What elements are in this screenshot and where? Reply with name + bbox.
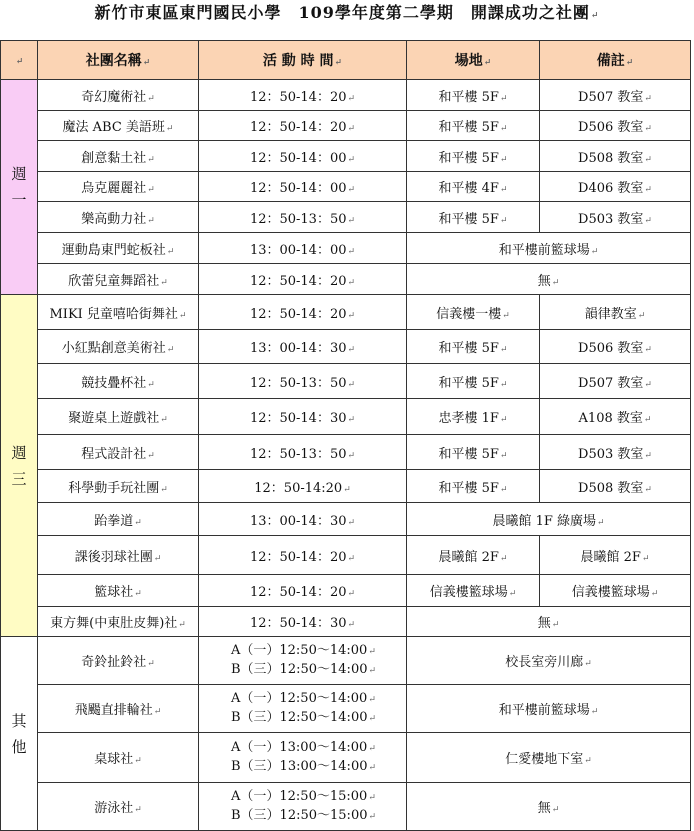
table-row bbox=[1, 141, 691, 172]
table-row bbox=[1, 503, 691, 536]
table-header-row bbox=[1, 41, 691, 80]
table-row bbox=[1, 435, 691, 470]
header-club-name: 社團名稱 ↵ bbox=[38, 41, 199, 80]
club-name: 競技疊杯社 ↵ bbox=[38, 364, 199, 399]
table-row bbox=[1, 80, 691, 111]
club-name: 奇鈴扯鈴社 ↵ bbox=[38, 637, 199, 685]
group-label-wednesday: 週 三 bbox=[1, 295, 38, 637]
club-venue: 和平樓 5F ↵ bbox=[407, 80, 540, 111]
club-venue: 和平樓前籃球場 ↵ bbox=[407, 685, 691, 733]
table-row bbox=[1, 264, 691, 295]
club-venue: 無 ↵ bbox=[407, 783, 691, 831]
club-venue: 信義樓一樓 ↵ bbox=[407, 295, 540, 330]
club-time: 12：50-14：30 ↵ bbox=[199, 399, 407, 435]
club-name: 運動島東門蛇板社 ↵ bbox=[38, 233, 199, 264]
club-venue: 仁愛樓地下室 ↵ bbox=[407, 733, 691, 783]
club-time: 12：50-14：20 ↵ bbox=[199, 80, 407, 111]
table-row bbox=[1, 295, 691, 330]
club-time: 12：50-14：20 ↵ bbox=[199, 111, 407, 141]
club-time: 12：50-14：00 ↵ bbox=[199, 141, 407, 172]
header-note: 備註 ↵ bbox=[540, 41, 691, 80]
club-time: A（一）12:50～15:00 ↵ B（三）12:50～15:00 ↵ bbox=[199, 783, 407, 831]
table-row bbox=[1, 536, 691, 575]
club-name: 欣蕾兒童舞蹈社 ↵ bbox=[38, 264, 199, 295]
table-row bbox=[1, 364, 691, 399]
club-note: D507 教室 ↵ bbox=[540, 80, 691, 111]
club-name: 游泳社 ↵ bbox=[38, 783, 199, 831]
club-time: A（一）12:50～14:00 ↵ B（三）12:50～14:00 ↵ bbox=[199, 637, 407, 685]
club-note: A108 教室 ↵ bbox=[540, 399, 691, 435]
club-venue: 和平樓 5F ↵ bbox=[407, 141, 540, 172]
header-blank bbox=[1, 41, 38, 80]
table-row bbox=[1, 111, 691, 141]
club-venue: 和平樓 5F ↵ bbox=[407, 364, 540, 399]
club-note: 晨曦館 2F ↵ bbox=[540, 536, 691, 575]
club-venue: 晨曦館 1F 綠廣場 ↵ bbox=[407, 503, 691, 536]
group-label-other: 其 他 bbox=[1, 637, 38, 831]
club-venue: 和平樓 5F ↵ bbox=[407, 330, 540, 364]
club-venue: 信義樓籃球場 ↵ bbox=[407, 575, 540, 607]
club-time: 12：50-14：30 ↵ bbox=[199, 607, 407, 637]
club-note: D506 教室 ↵ bbox=[540, 111, 691, 141]
club-note: 韻律教室 ↵ bbox=[540, 295, 691, 330]
header-venue: 場地 ↵ bbox=[407, 41, 540, 80]
club-note: D503 教室 ↵ bbox=[540, 202, 691, 233]
club-venue: 和平樓前籃球場 ↵ bbox=[407, 233, 691, 264]
club-time: 12：50-14：20 ↵ bbox=[199, 264, 407, 295]
table-row bbox=[1, 685, 691, 733]
club-time: 12：50-13：50 ↵ bbox=[199, 202, 407, 233]
club-time: 12：50-14：20 ↵ bbox=[199, 536, 407, 575]
club-note: D507 教室 ↵ bbox=[540, 364, 691, 399]
club-note: D508 教室 ↵ bbox=[540, 470, 691, 503]
table-row bbox=[1, 470, 691, 503]
table-row bbox=[1, 233, 691, 264]
club-time: 12：50-13：50 ↵ bbox=[199, 364, 407, 399]
table-row bbox=[1, 330, 691, 364]
club-name: 小紅點創意美術社 ↵ bbox=[38, 330, 199, 364]
club-time: 12：50-13：50 ↵ bbox=[199, 435, 407, 470]
club-venue: 和平樓 5F ↵ bbox=[407, 202, 540, 233]
club-time: 12：50-14：20 ↵ bbox=[199, 295, 407, 330]
club-note: D503 教室 ↵ bbox=[540, 435, 691, 470]
club-note: D508 教室 ↵ bbox=[540, 141, 691, 172]
club-venue: 和平樓 4F ↵ bbox=[407, 172, 540, 202]
club-time: 13：00-14：30 ↵ bbox=[199, 503, 407, 536]
table-row bbox=[1, 607, 691, 637]
club-name: 聚遊桌上遊戲社 ↵ bbox=[38, 399, 199, 435]
club-venue: 校長室旁川廊 ↵ bbox=[407, 637, 691, 685]
table-row bbox=[1, 637, 691, 685]
club-name: 程式設計社 ↵ bbox=[38, 435, 199, 470]
club-name: 桌球社 ↵ bbox=[38, 733, 199, 783]
club-time: 12：50-14：00 ↵ bbox=[199, 172, 407, 202]
club-name: 創意黏土社 ↵ bbox=[38, 141, 199, 172]
club-name: 東方舞(中東肚皮舞)社 ↵ bbox=[38, 607, 199, 637]
club-name: 烏克麗麗社 ↵ bbox=[38, 172, 199, 202]
group-label-monday: 週 一 bbox=[1, 80, 38, 295]
club-time: 13：00-14：00 ↵ bbox=[199, 233, 407, 264]
table-row bbox=[1, 733, 691, 783]
club-time: A（一）12:50～14:00 ↵ B（三）12:50～14:00 ↵ bbox=[199, 685, 407, 733]
club-time: 12：50-14：20 ↵ bbox=[199, 575, 407, 607]
club-venue: 無 ↵ bbox=[407, 264, 691, 295]
club-venue: 和平樓 5F ↵ bbox=[407, 435, 540, 470]
club-venue: 晨曦館 2F ↵ bbox=[407, 536, 540, 575]
club-time: 12：50-14:20 ↵ bbox=[199, 470, 407, 503]
club-name: 奇幻魔術社 ↵ bbox=[38, 80, 199, 111]
club-time: 13：00-14：30 ↵ bbox=[199, 330, 407, 364]
page-title: 新竹市東區東門國民小學 109學年度第二學期 開課成功之社團 ↵ bbox=[0, 0, 694, 30]
club-table bbox=[0, 40, 691, 831]
club-venue: 無 ↵ bbox=[407, 607, 691, 637]
table-row bbox=[1, 399, 691, 435]
club-time: A（一）13:00～14:00 ↵ B（三）13:00～14:00 ↵ bbox=[199, 733, 407, 783]
header-time: 活 動 時 間 ↵ bbox=[199, 41, 407, 80]
club-venue: 忠孝樓 1F ↵ bbox=[407, 399, 540, 435]
table-row bbox=[1, 202, 691, 233]
table-row bbox=[1, 575, 691, 607]
table-row bbox=[1, 783, 691, 831]
table-row bbox=[1, 172, 691, 202]
club-name: 跆拳道 ↵ bbox=[38, 503, 199, 536]
club-name: 科學動手玩社團 ↵ bbox=[38, 470, 199, 503]
club-note: D506 教室 ↵ bbox=[540, 330, 691, 364]
club-name: 魔法 ABC 美語班 ↵ bbox=[38, 111, 199, 141]
club-name: 樂高動力社 ↵ bbox=[38, 202, 199, 233]
club-name: 籃球社 ↵ bbox=[38, 575, 199, 607]
club-venue: 和平樓 5F ↵ bbox=[407, 470, 540, 503]
club-note: D406 教室 ↵ bbox=[540, 172, 691, 202]
club-name: MIKI 兒童嘻哈街舞社 ↵ bbox=[38, 295, 199, 330]
club-name: 飛颺直排輪社 ↵ bbox=[38, 685, 199, 733]
club-name: 課後羽球社團 ↵ bbox=[38, 536, 199, 575]
club-venue: 和平樓 5F ↵ bbox=[407, 111, 540, 141]
club-note: 信義樓籃球場 ↵ bbox=[540, 575, 691, 607]
